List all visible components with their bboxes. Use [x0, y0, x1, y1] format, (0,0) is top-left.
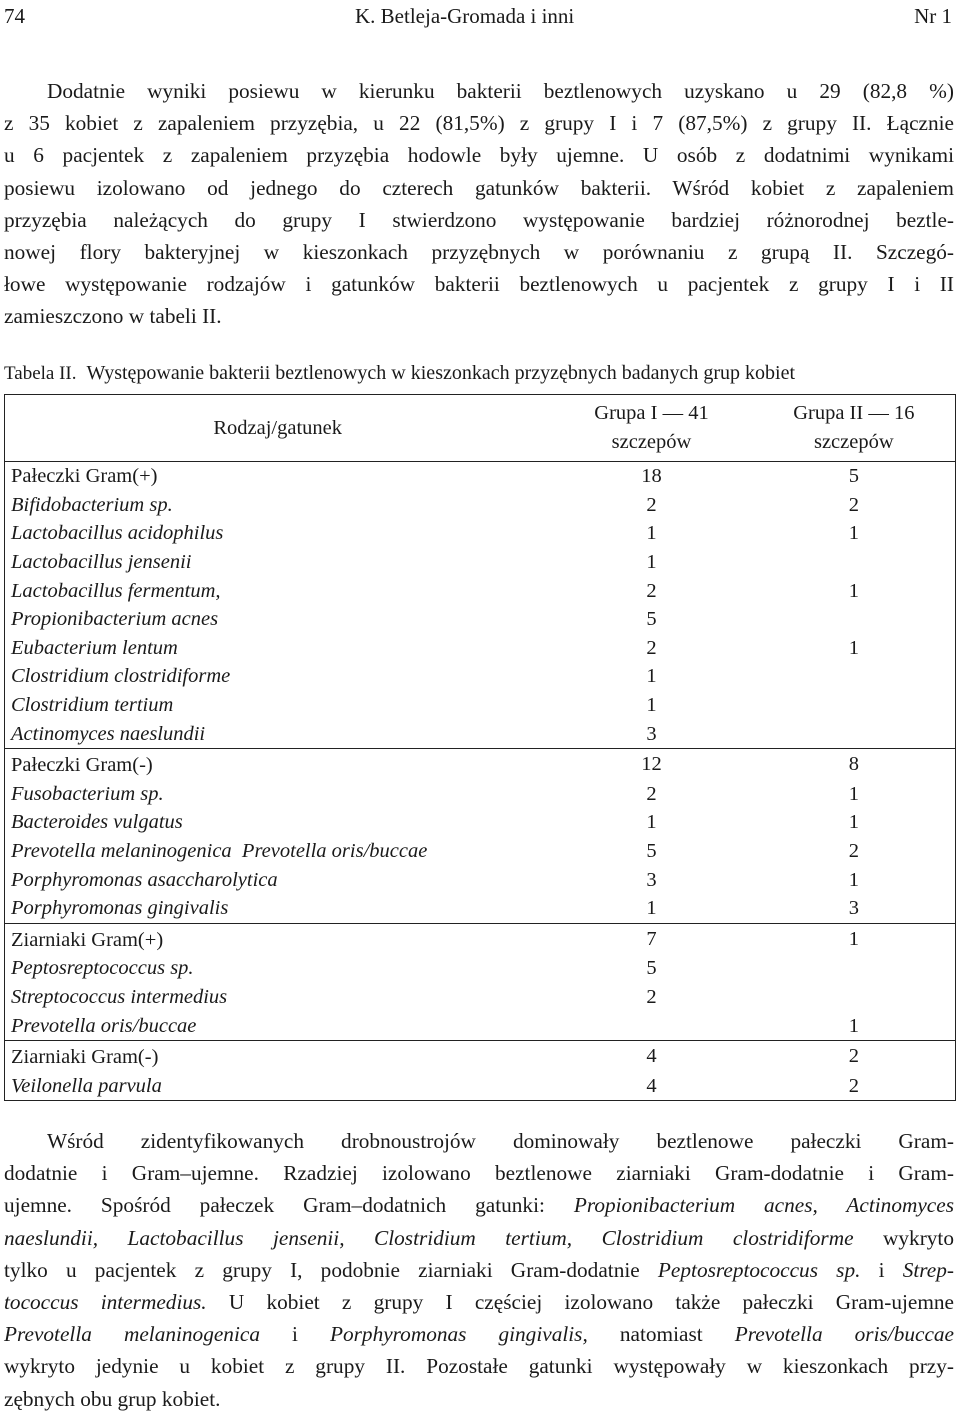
cell-genus-species: Veilonella parvula [11, 1074, 162, 1097]
cell-group1-count: 2 [646, 985, 657, 1008]
table-row [5, 954, 956, 983]
paragraph-line [4, 1125, 954, 1157]
paragraph-line [4, 1157, 954, 1189]
text-run: dodatnie i Gram–ujemne. Rzadziej izolowano beztlenowe ziarniaki Gram-dodatnie i Gram- [4, 1161, 954, 1186]
cell-group1-count: 1 [646, 694, 657, 717]
cell-genus-species: Lactobacillus jensenii [11, 551, 192, 574]
italic-run: naeslundii, Lactobacillus jensenii, Clostridium tertium, Clostridium clostridiforme [4, 1225, 854, 1250]
cell-group2-count [753, 548, 956, 577]
table-row [5, 548, 956, 577]
cell-genus-species: Peptosreptococcus sp. [11, 957, 194, 980]
cell-group1-count: 2 [646, 493, 657, 516]
paragraph-line: nowej flory bakteryjnej w kieszonkach przyzębnych w porównaniu z grupą II. Szczegó- [4, 240, 954, 265]
table-row [5, 1071, 956, 1100]
table-caption-text: Występowanie bakterii beztlenowych w kieszonkach przyzębnych badanych grup kobiet [86, 362, 796, 384]
text-run: zębnych obu grup kobiet. [4, 1386, 221, 1411]
cell-group1-count [550, 1011, 752, 1040]
cell-group2-count: 1 [848, 636, 859, 659]
italic-run: Peptosreptococcus sp. [657, 1257, 861, 1282]
text-run: wykryto jedynie u kobiet z grupy II. Pozostałe gatunki występowały w kieszonkach przy- [4, 1354, 954, 1379]
paragraph-line [4, 1254, 954, 1286]
italic-run: tococcus intermedius. [4, 1290, 207, 1315]
italic-run: Porphyromonas gingivalis, [329, 1322, 588, 1347]
paragraph-line: zamieszczono w tabeli II. [4, 304, 222, 329]
cell-group1-count: 3 [646, 868, 657, 891]
paragraph-line [4, 1189, 954, 1221]
cell-genus-species: Clostridium tertium [11, 694, 174, 717]
paragraph-line: u 6 pacjentek z zapaleniem przyzębia hodowle były ujemne. U osób z dodatnimi wynikami [4, 143, 954, 168]
cell-group2-count [753, 605, 956, 634]
table-row [5, 576, 956, 605]
table-caption [4, 362, 956, 385]
group2-header-line1: Grupa II — 16 [793, 402, 915, 424]
cell-genus-species: Bifidobacterium sp. [11, 493, 173, 516]
cell-group2-count [753, 662, 956, 691]
text-run: i [259, 1322, 330, 1347]
italic-run: Propionibacterium acnes, Actinomyces [573, 1193, 955, 1218]
cell-group2-count: 1 [848, 811, 859, 834]
cell-group1-count: 7 [550, 923, 752, 954]
text-run: ujemne. Spośród pałeczek Gram–dodatnich gatunki: [4, 1193, 574, 1218]
table-row [5, 1011, 956, 1040]
table-row [5, 983, 956, 1012]
col-header-genus-species: Rodzaj/gatunek [5, 395, 551, 462]
cell-genus-species: Actinomyces naeslundii [11, 722, 206, 745]
group2-header-line2: szczepów [813, 431, 894, 453]
cell-group2-count [753, 691, 956, 720]
cell-group1-count: 5 [646, 840, 657, 863]
paragraph-line [4, 1383, 954, 1415]
page-number: 74 [4, 4, 25, 28]
cell-group2-count: 2 [848, 1074, 859, 1097]
cell-genus-species: Lactobacillus fermentum, [11, 579, 221, 602]
cell-group2-count [753, 983, 956, 1012]
cell-group2-count [753, 954, 956, 983]
group1-header-line2: szczepów [611, 431, 692, 453]
table-row [5, 865, 956, 894]
col-header-group1 [550, 395, 752, 462]
table-row [5, 808, 956, 837]
cell-group2-count: 2 [848, 840, 859, 863]
cell-group2-count: 1 [848, 1014, 859, 1037]
paragraph-line: łowe występowanie rodzajów i gatunków bakterii beztlenowych u pacjentek z grupy I i II [4, 272, 954, 297]
table-row [5, 923, 956, 954]
text-run: natomiast [587, 1322, 735, 1347]
table-row [5, 662, 956, 691]
table-row [5, 605, 956, 634]
table-row [5, 691, 956, 720]
cell-group1-count: 5 [646, 957, 657, 980]
cell-genus-species: Ziarniaki Gram(+) [5, 923, 551, 954]
table-label: Tabela II. [4, 363, 77, 384]
cell-group2-count: 1 [848, 522, 859, 545]
cell-genus-species: Pałeczki Gram(+) [11, 465, 158, 488]
cell-group2-count: 1 [753, 923, 956, 954]
cell-genus-species: Prevotella melaninogenica Prevotella oris/buccae [11, 840, 428, 863]
cell-genus-species: Bacteroides vulgatus [11, 811, 183, 834]
cell-group1-count: 1 [646, 811, 657, 834]
cell-group1-count: 18 [641, 465, 662, 488]
table-row [5, 719, 956, 748]
paragraph-line: posiewu izolowano od jednego do czterech gatunków bakterii. Wśród kobiet z zapaleniem [4, 175, 954, 200]
cell-group1-count: 1 [646, 551, 657, 574]
paragraph-line [4, 1318, 954, 1350]
cell-genus-species: Clostridium clostridiforme [11, 665, 231, 688]
cell-group2-count [753, 719, 956, 748]
cell-group2-count: 1 [848, 868, 859, 891]
text-run: tylko u pacjentek z grupy I, podobnie ziarniaki Gram-dodatnie [4, 1257, 658, 1282]
paragraph-line: z 35 kobiet z zapaleniem przyzębia, u 22 (81,5%) z grupy I i 7 (87,5%) z grupy II. Łącznie [4, 111, 954, 136]
cell-group1-count: 1 [646, 522, 657, 545]
table-row [5, 1040, 956, 1071]
table-row [5, 837, 956, 866]
cell-group2-count: 2 [753, 1040, 956, 1071]
cell-group1-count: 1 [646, 897, 657, 920]
cell-group1-count: 2 [646, 782, 657, 805]
text-run: Wśród zidentyfikowanych drobnoustrojów dominowały beztlenowe pałeczki Gram- [47, 1129, 954, 1153]
cell-group2-count: 5 [848, 465, 859, 488]
cell-genus-species: Fusobacterium sp. [11, 782, 164, 805]
cell-group1-count: 5 [646, 608, 657, 631]
italic-run: Strep- [902, 1257, 954, 1282]
table-row [5, 519, 956, 548]
cell-group1-count: 1 [646, 665, 657, 688]
paragraph-line [4, 1286, 954, 1318]
cell-group2-count: 1 [848, 782, 859, 805]
cell-genus-species: Propionibacterium acnes [11, 608, 219, 631]
paragraph-line: przyzębia należących do grupy I stwierdzono występowanie bardziej różnorodnej beztle- [4, 207, 954, 232]
cell-group1-count: 4 [550, 1040, 752, 1071]
cell-group1-count: 12 [550, 748, 752, 779]
paragraph-line [4, 1222, 954, 1254]
cell-group2-count: 3 [848, 897, 859, 920]
table-row [5, 894, 956, 923]
table-row [5, 634, 956, 663]
paragraph-results [4, 75, 954, 333]
table-row [5, 462, 956, 491]
cell-genus-species: Ziarniaki Gram(-) [5, 1040, 551, 1071]
running-header-authors: K. Betleja-Gromada i inni [355, 4, 575, 28]
cell-group1-count: 4 [646, 1074, 657, 1097]
italic-run: Prevotella oris/buccae [734, 1322, 954, 1347]
cell-genus-species: Lactobacillus acidophilus [11, 522, 224, 545]
running-header-issue: Nr 1 [914, 4, 952, 28]
cell-genus-species: Eubacterium lentum [11, 636, 178, 659]
cell-genus-species: Porphyromonas gingivalis [11, 897, 229, 920]
paragraph-line: Dodatnie wyniki posiewu w kierunku bakterii beztlenowych uzyskano u 29 (82,8 %) [47, 79, 954, 103]
text-run: i [860, 1257, 903, 1282]
cell-group2-count: 8 [753, 748, 956, 779]
paragraph-line [4, 1350, 954, 1382]
cell-group2-count: 2 [848, 493, 859, 516]
text-run: U kobiet z grupy I częściej izolowano także pałeczki Gram-ujemne [206, 1290, 954, 1315]
italic-run: Prevotella melaninogenica [4, 1322, 260, 1347]
table-row [5, 491, 956, 520]
cell-group1-count: 2 [646, 636, 657, 659]
col-header-group2 [753, 395, 956, 462]
cell-genus-species: Pałeczki Gram(-) [5, 748, 551, 779]
group1-header-line1: Grupa I — 41 [594, 402, 709, 424]
table-header-row [5, 395, 956, 462]
cell-group1-count: 3 [646, 722, 657, 745]
cell-group1-count: 2 [646, 579, 657, 602]
cell-genus-species: Prevotella oris/buccae [11, 1014, 197, 1037]
cell-genus-species: Porphyromonas asaccharolytica [11, 868, 278, 891]
table-row [5, 780, 956, 809]
text-run: wykryto [853, 1225, 954, 1250]
bacteria-table [4, 394, 956, 1101]
cell-genus-species: Streptococcus intermedius [11, 985, 228, 1008]
cell-group2-count: 1 [848, 579, 859, 602]
table-row [5, 748, 956, 779]
paragraph-discussion [4, 1125, 954, 1415]
